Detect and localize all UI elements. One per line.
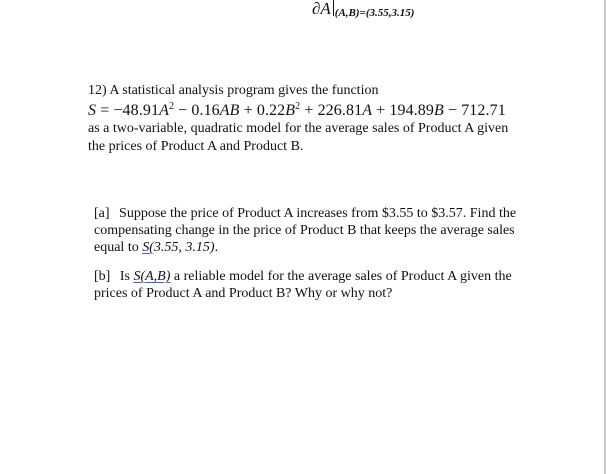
part-b [94, 268, 524, 302]
quadratic-formula: $S = -48.91A^2 - 0.16AB + 0.22B^2 + 226.81A + 194.89B - 712.71$ [88, 101, 506, 119]
problem-intro [88, 82, 528, 100]
part-a-function-ref: S( [142, 240, 154, 255]
problem-number: 12) [88, 83, 107, 98]
part-b-function-ref: S(A,B) [133, 269, 171, 284]
part-a-text: Suppose the price of Product A increases from $3.55 to $3.57. Find the compensating change in the price of Product B that keeps the average sales equal to [94, 206, 517, 255]
problem-intro-text: A statistical analysis program gives the function [109, 83, 379, 98]
partial-derivative-fragment [312, 0, 414, 22]
problem-description: as a two-variable, quadratic model for the average sales of Product A given the prices of Product A and Product B. [88, 121, 509, 154]
part-a-tag: [a] [94, 206, 110, 221]
evaluation-point: (A,B)=(3.55,3.15) [334, 7, 415, 19]
part-a: [a] Suppose the price of Product A increases from $3.55 to $3.57. Find the compensating change in the price of Product B that keeps the average sales equal to S(3.55, 3.15). [94, 206, 517, 255]
partial-derivative-symbol: ∂A [312, 0, 331, 18]
problem-12 [88, 82, 528, 156]
evaluation-bar [333, 0, 334, 16]
part-a-args: 3.55, 3.15) [153, 240, 215, 255]
part-b-pre: Is [119, 269, 130, 284]
part-b-text: a reliable model for the average sales of Product A given the prices of Product A and Product B? Why or why not? [94, 269, 512, 301]
part-b-tag: [b] [94, 269, 111, 284]
